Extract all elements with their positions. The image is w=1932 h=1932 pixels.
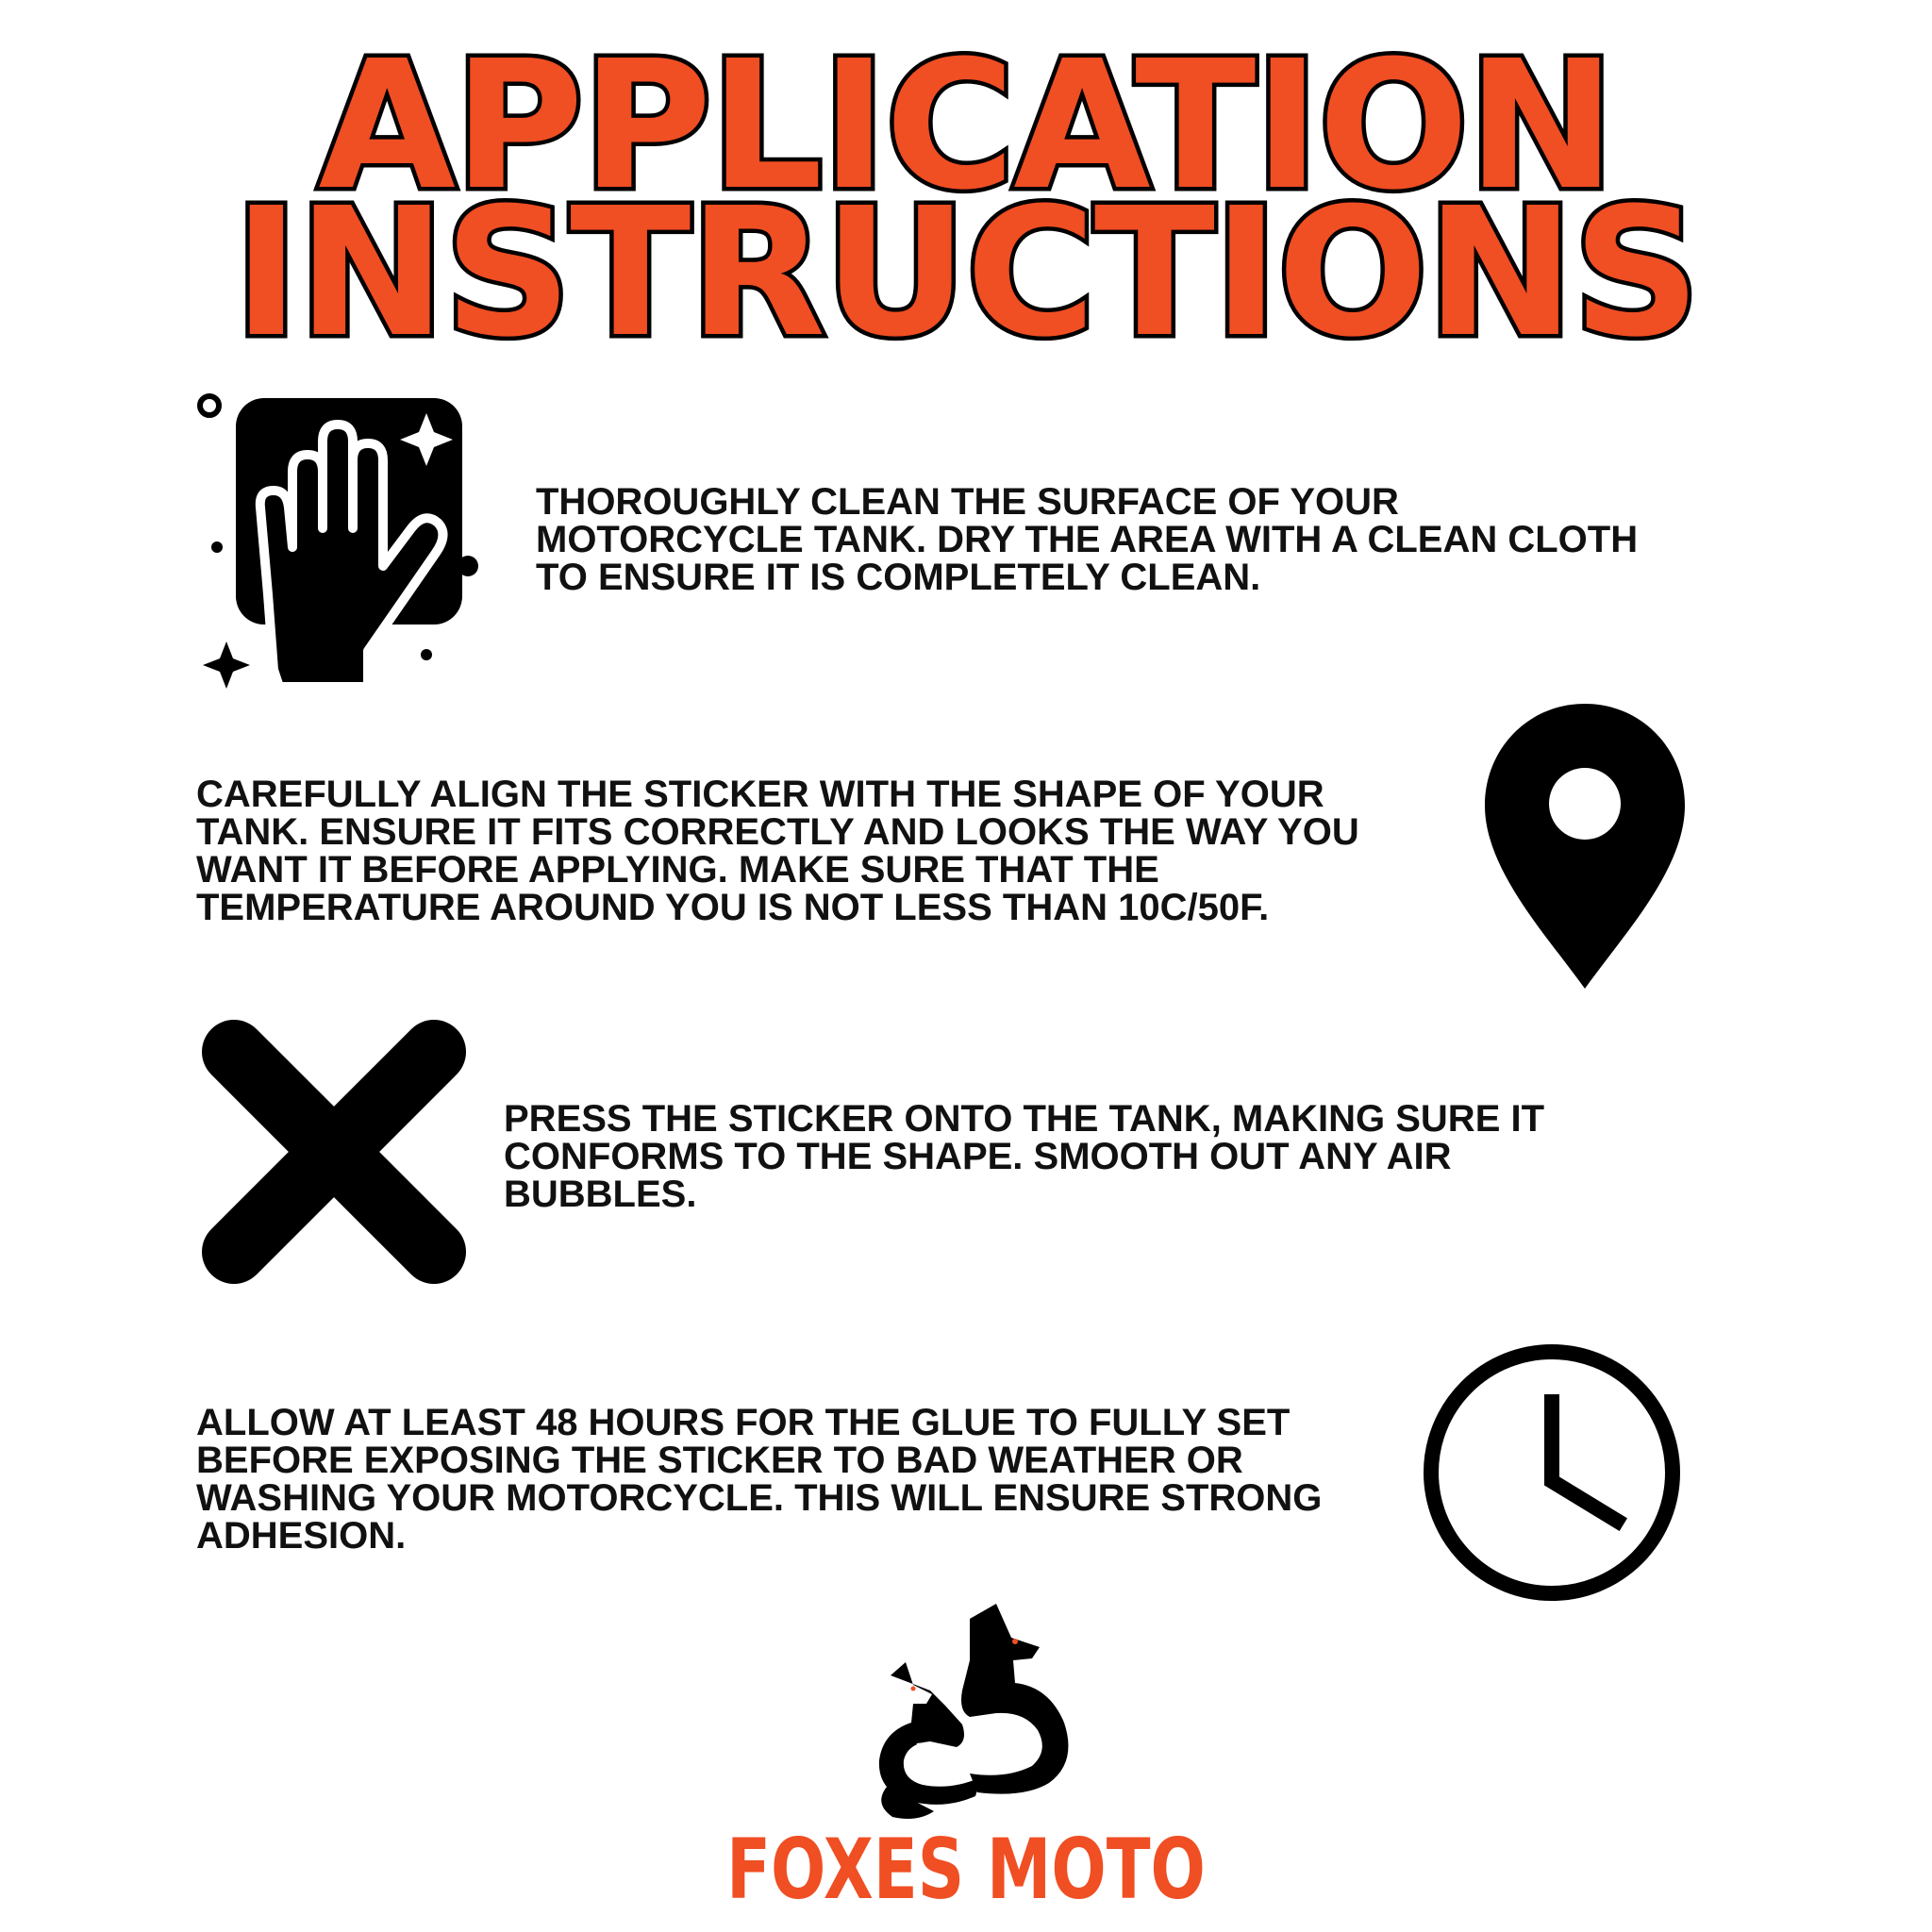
location-pin-icon <box>1481 700 1689 994</box>
step-1-text: THOROUGHLY CLEAN THE SURFACE OF YOUR MOTORCYCLE TANK. DRY THE AREA WITH A CLEAN CLOTH TO ENSURE IT IS COMPLETELY CLEAN. <box>536 481 1639 598</box>
step-3-text: PRESS THE STICKER ONTO THE TANK, MAKING SURE IT CONFORMS TO THE SHAPE. SMOOTH OUT ANY AIR BUBBLES. <box>504 1098 1545 1215</box>
brand-name: FOXES MOTO <box>726 1821 1206 1918</box>
page-title-line-2: INSTRUCTIONS <box>233 170 1699 376</box>
step-2-text: CAREFULLY ALIGN THE STICKER WITH THE SHAPE OF YOUR TANK. ENSURE IT FITS CORRECTLY AND LOOKS THE WAY YOU WANT IT BEFORE APPLYING. MAKE SURE THAT THE TEMPERATURE AROUND YOU IS NOT LESS THAN 10C/50F. <box>196 774 1359 928</box>
x-cross-icon <box>196 1014 472 1290</box>
page-title-line-1: APPLICATION <box>318 23 1614 229</box>
hand-cleaning-icon <box>189 387 491 698</box>
foxes-logo-icon <box>864 1600 1087 1823</box>
clock-icon <box>1415 1336 1689 1609</box>
step-4-text: ALLOW AT LEAST 48 HOURS FOR THE GLUE TO FULLY SET BEFORE EXPOSING THE STICKER TO BAD WEATHER OR WASHING YOUR MOTORCYCLE. THIS WILL ENSURE STRONG ADHESION. <box>196 1402 1323 1557</box>
